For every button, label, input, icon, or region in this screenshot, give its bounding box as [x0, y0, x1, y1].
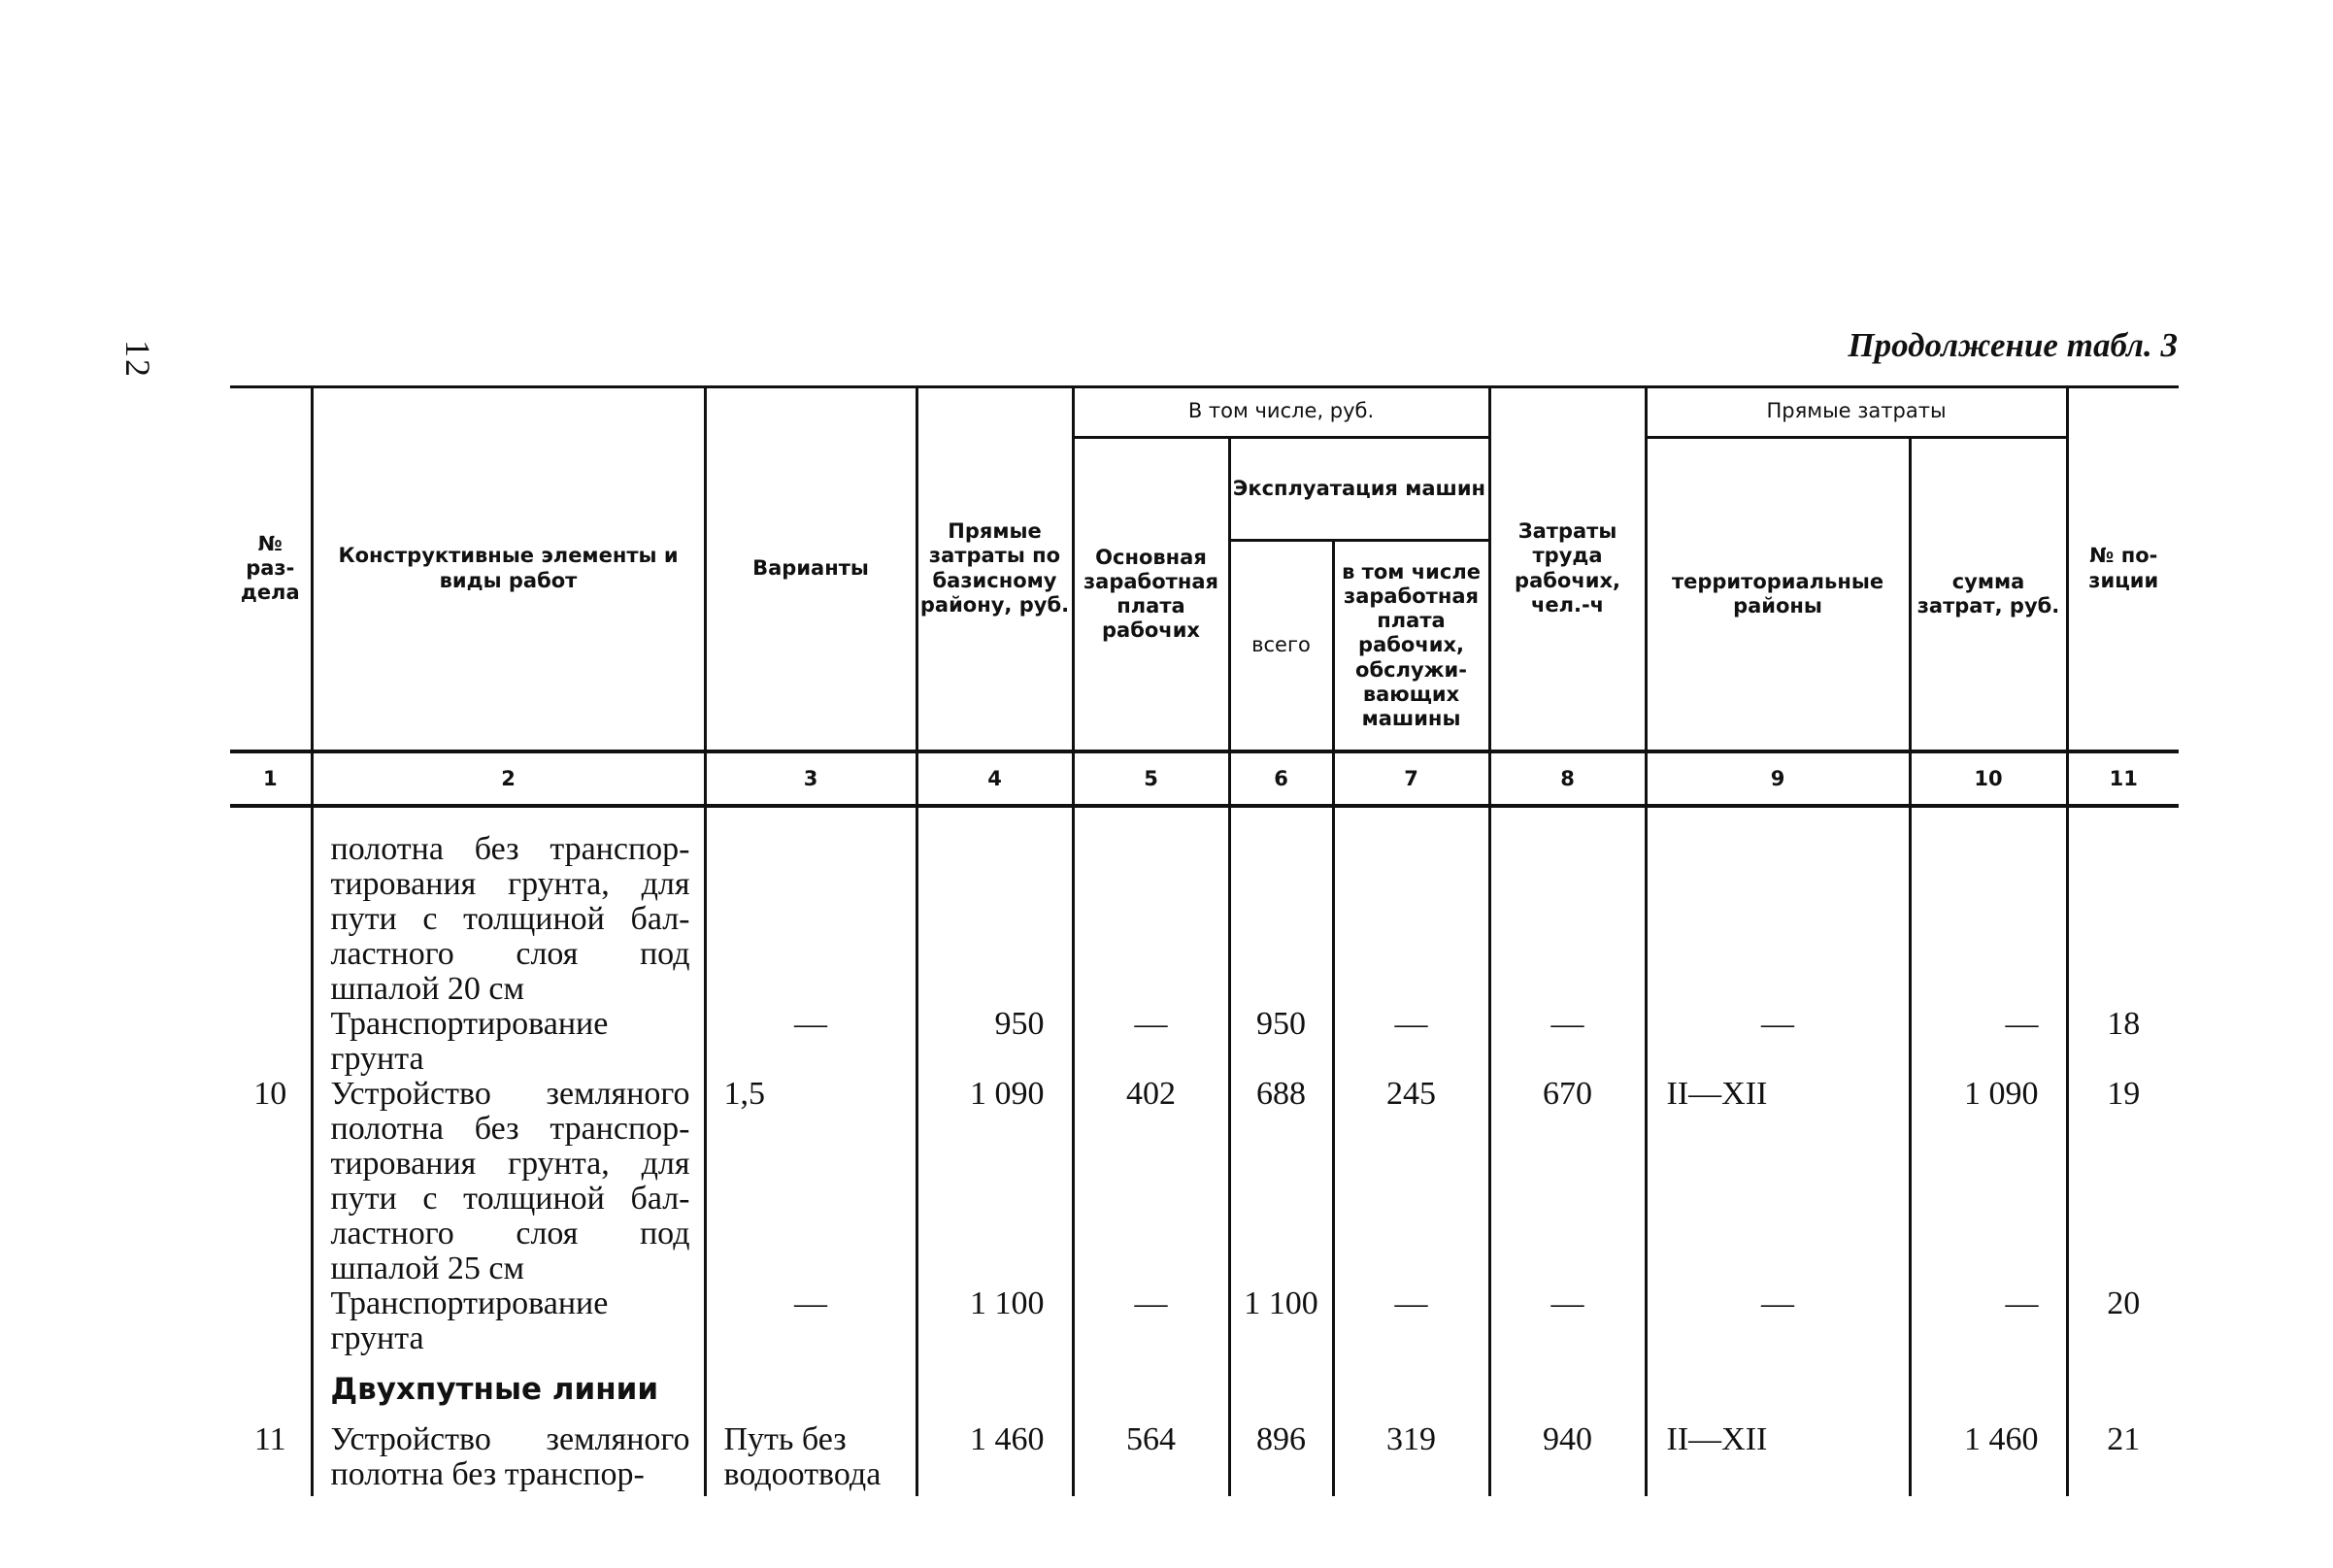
- header-labor: Затраты труда рабочих, чел.-ч: [1489, 387, 1646, 751]
- cell-section: 10: [253, 1076, 287, 1112]
- cell-variant: —: [705, 1286, 917, 1372]
- cell-mach-total: [1229, 1372, 1333, 1422]
- cell-description: Транспортирование грунта: [312, 1286, 705, 1372]
- table-row: [230, 1422, 2179, 1496]
- colnum-9: 9: [1646, 751, 1910, 806]
- cell-section: [230, 832, 312, 1007]
- colnum-5: 5: [1073, 751, 1229, 806]
- cell-labor: —: [1489, 1007, 1646, 1077]
- cell-direct: 1 090: [917, 1077, 1073, 1286]
- cell-regions: II—XII: [1646, 1422, 1910, 1496]
- cell-direct: 1 460: [917, 1422, 1073, 1496]
- cell-sum: [1910, 832, 2067, 1007]
- cell-section: [230, 1007, 312, 1077]
- cell-direct: 950: [917, 1007, 1073, 1077]
- header-position-no: № по-зиции: [2067, 387, 2179, 751]
- cell-labor: 670: [1489, 1077, 1646, 1286]
- cell-variant: —: [705, 1007, 917, 1077]
- cell-description: Устройство земляного полотна без транспор-: [312, 1422, 705, 1496]
- cell-description: Транспортирование грунта: [312, 1007, 705, 1077]
- cell-sum: 1 090: [1910, 1077, 2067, 1286]
- cell-variant: Путь без водоотвода: [705, 1422, 917, 1496]
- cell-mach-wage: 245: [1333, 1077, 1489, 1286]
- header-regions: территориальные районы: [1646, 438, 1910, 752]
- cell-regions: —: [1646, 1286, 1910, 1372]
- cell-mach-total: [1229, 832, 1333, 1007]
- cell-mach-wage: 319: [1333, 1422, 1489, 1496]
- header-group-including: В том числе, руб.: [1073, 387, 1489, 438]
- page-number: 12: [118, 340, 157, 379]
- cell-sum: —: [1910, 1007, 2067, 1077]
- cell-variant: 1,5: [705, 1077, 917, 1286]
- colnum-7: 7: [1333, 751, 1489, 806]
- cell-wage: 402: [1073, 1077, 1229, 1286]
- column-number-row: [230, 751, 2179, 806]
- cell-labor: 940: [1489, 1422, 1646, 1496]
- cell-labor: [1489, 1372, 1646, 1422]
- cell-sum: —: [1910, 1286, 2067, 1372]
- cell-description: полотна без транспор-тирования грунта, для пути с толщиной бал-ластного слоя под шпалой 20 см: [312, 832, 705, 1007]
- cell-sum: 1 460: [1910, 1422, 2067, 1496]
- cell-wage: 564: [1073, 1422, 1229, 1496]
- cell-section: [230, 1372, 312, 1422]
- cell-regions: [1646, 832, 1910, 1007]
- colnum-2: 2: [312, 751, 705, 806]
- cell-mach-wage: —: [1333, 1286, 1489, 1372]
- cell-wage: [1073, 1372, 1229, 1422]
- cell-description: Устройство земляного полотна без транспор-тирования грунта, для пути с толщиной бал-ластного слоя под шпалой 25 см: [312, 1077, 705, 1286]
- table-row: [230, 1007, 2179, 1077]
- table-row: [230, 1372, 2179, 1422]
- cell-mach-total: 688: [1229, 1077, 1333, 1286]
- cell-labor: [1489, 832, 1646, 1007]
- cell-direct: 1 100: [917, 1286, 1073, 1372]
- cell-position: [2067, 1372, 2179, 1422]
- cell-position: 20: [2067, 1286, 2179, 1372]
- cell-wage: —: [1073, 1286, 1229, 1372]
- table-row: [230, 1286, 2179, 1372]
- header-base-wage: Основная заработная плата рабочих: [1073, 438, 1229, 752]
- table-row: [230, 832, 2179, 1007]
- cell-mach-total: 950: [1229, 1007, 1333, 1077]
- cell-wage: [1073, 832, 1229, 1007]
- colnum-10: 10: [1910, 751, 2067, 806]
- cell-section: 11: [253, 1421, 286, 1457]
- cell-labor: —: [1489, 1286, 1646, 1372]
- header-sum: сумма затрат, руб.: [1910, 438, 2067, 752]
- subsection-heading: Двухпутные линии: [312, 1372, 705, 1422]
- header-direct-costs-base: Прямые затраты по базисному району, руб.: [917, 387, 1073, 751]
- cell-regions: [1646, 1372, 1910, 1422]
- table-caption: Продолжение табл. 3: [1848, 326, 2178, 364]
- cell-variant: [705, 832, 917, 1007]
- colnum-4: 4: [917, 751, 1073, 806]
- header-machines-wage: в том числе заработная плата рабочих, обслужи-вающих машины: [1333, 541, 1489, 752]
- colnum-1: 1: [230, 751, 312, 806]
- cell-sum: [1910, 1372, 2067, 1422]
- cell-section: [230, 1286, 312, 1372]
- colnum-11: 11: [2067, 751, 2179, 806]
- header-group-direct: Прямые затраты: [1646, 387, 2067, 438]
- colnum-3: 3: [705, 751, 917, 806]
- cell-wage: —: [1073, 1007, 1229, 1077]
- header-elements: Конструктивные элементы и виды работ: [312, 387, 705, 751]
- cell-regions: —: [1646, 1007, 1910, 1077]
- header-section-no: № раз-дела: [230, 387, 312, 751]
- cell-regions: II—XII: [1646, 1077, 1910, 1286]
- cell-mach-total: 1 100: [1229, 1286, 1333, 1372]
- cell-position: 21: [2067, 1422, 2179, 1496]
- cell-mach-wage: —: [1333, 1007, 1489, 1077]
- cost-table: [230, 387, 2179, 1496]
- cell-position: 19: [2067, 1077, 2179, 1286]
- table-row: [230, 1077, 2179, 1286]
- cell-variant: [705, 1372, 917, 1422]
- cell-direct: [917, 1372, 1073, 1422]
- header-group-machines: Эксплуатация машин: [1229, 438, 1489, 541]
- cell-mach-wage: [1333, 1372, 1489, 1422]
- header-machines-total: всего: [1229, 541, 1333, 752]
- cell-mach-total: 896: [1229, 1422, 1333, 1496]
- cell-mach-wage: [1333, 832, 1489, 1007]
- colnum-8: 8: [1489, 751, 1646, 806]
- colnum-6: 6: [1229, 751, 1333, 806]
- cell-direct: [917, 832, 1073, 1007]
- cell-position: 18: [2067, 1007, 2179, 1077]
- cell-position: [2067, 832, 2179, 1007]
- header-variants: Варианты: [705, 387, 917, 751]
